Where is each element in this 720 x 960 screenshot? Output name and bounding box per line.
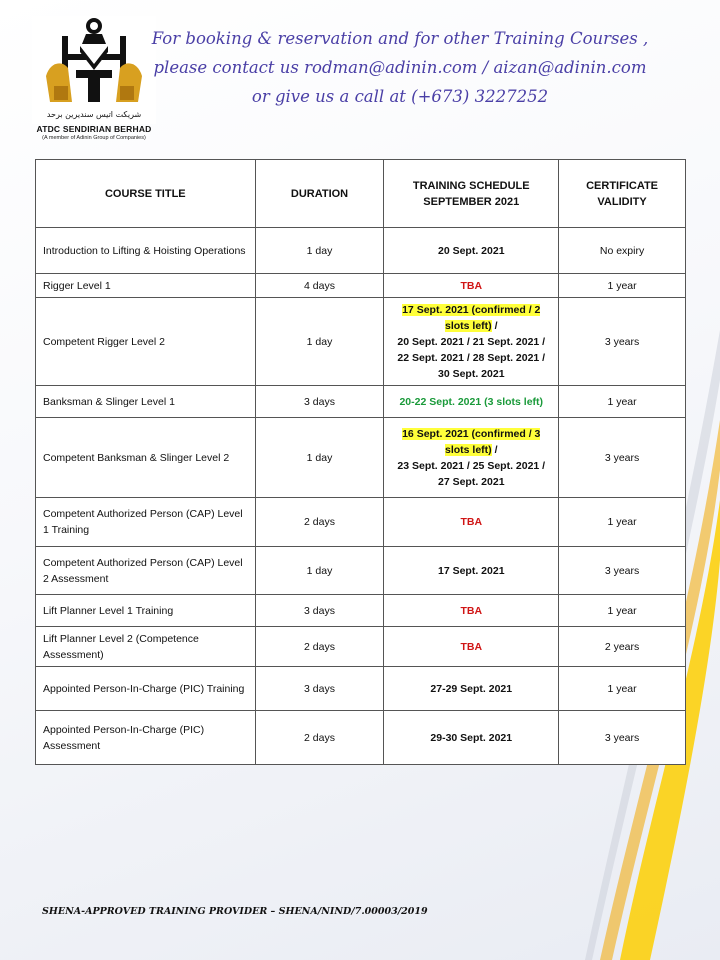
contact-line-1: For booking & reservation and for other Training Courses , (151, 29, 649, 48)
table-row (36, 711, 686, 765)
header-duration: DURATION (255, 160, 384, 228)
contact-info (150, 24, 650, 111)
contact-line-3: or give us a call at (+673) 3227252 (251, 87, 549, 106)
course-title-cell: Lift Planner Level 2 (Competence Assessment) (36, 627, 256, 667)
logo-tagline: (A member of Adinin Group of Companies) (42, 135, 146, 141)
confirmed-date-highlight: 16 Sept. 2021 (confirmed / 3 slots left) (402, 427, 541, 456)
table-row (36, 627, 686, 667)
table-row (36, 386, 686, 418)
table-row (36, 418, 686, 498)
course-title-cell: Competent Authorized Person (CAP) Level 1 Training (36, 498, 256, 547)
duration-cell: 4 days (255, 274, 384, 298)
table-row (36, 274, 686, 298)
validity-cell: 1 year (559, 386, 686, 418)
header-course-title: COURSE TITLE (36, 160, 256, 228)
schedule-cell: 20-22 Sept. 2021 (3 slots left) (384, 386, 559, 418)
duration-cell: 1 day (255, 298, 384, 386)
validity-cell: 3 years (559, 418, 686, 498)
schedule-cell: TBA (384, 498, 559, 547)
schedule-cell: 29-30 Sept. 2021 (384, 711, 559, 765)
course-title-cell: Competent Banksman & Slinger Level 2 (36, 418, 256, 498)
duration-cell: 3 days (255, 595, 384, 627)
validity-cell: 3 years (559, 298, 686, 386)
duration-cell: 3 days (255, 386, 384, 418)
table-row (36, 667, 686, 711)
course-title-cell: Appointed Person-In-Charge (PIC) Training (36, 667, 256, 711)
logo-company-name: ATDC SENDIRIAN BERHAD (36, 124, 152, 134)
table-row (36, 498, 686, 547)
contact-line-2: please contact us rodman@adinin.com / aizan@adinin.com (153, 58, 647, 77)
validity-cell: 3 years (559, 547, 686, 595)
validity-cell: 1 year (559, 274, 686, 298)
additional-dates: 20 Sept. 2021 / 21 Sept. 2021 / 22 Sept. 2021 / 28 Sept. 2021 / 30 Sept. 2021 (397, 335, 546, 380)
schedule-cell: 17 Sept. 2021 (384, 547, 559, 595)
company-logo (32, 16, 156, 146)
table-row (36, 298, 686, 386)
course-title-cell: Competent Rigger Level 2 (36, 298, 256, 386)
duration-cell: 1 day (255, 228, 384, 274)
schedule-cell: 16 Sept. 2021 (confirmed / 3 slots left) / 23 Sept. 2021 / 25 Sept. 2021 / 27 Sept. 2021 (384, 418, 559, 498)
duration-cell: 2 days (255, 711, 384, 765)
schedule-cell: TBA (384, 274, 559, 298)
validity-cell: 2 years (559, 627, 686, 667)
course-title-cell: Lift Planner Level 1 Training (36, 595, 256, 627)
schedule-cell: 27-29 Sept. 2021 (384, 667, 559, 711)
validity-cell: 3 years (559, 711, 686, 765)
validity-cell: 1 year (559, 498, 686, 547)
validity-cell: No expiry (559, 228, 686, 274)
validity-cell: 1 year (559, 667, 686, 711)
table-header-row (36, 160, 686, 228)
table-row (36, 547, 686, 595)
training-schedule-table (35, 159, 686, 765)
additional-dates: 23 Sept. 2021 / 25 Sept. 2021 / 27 Sept. 2021 (397, 459, 546, 488)
course-title-cell: Appointed Person-In-Charge (PIC) Assessment (36, 711, 256, 765)
table-row (36, 228, 686, 274)
course-title-cell: Introduction to Lifting & Hoisting Operations (36, 228, 256, 274)
schedule-cell: TBA (384, 627, 559, 667)
header-certificate-validity: CERTIFICATE VALIDITY (559, 160, 686, 228)
footer-accreditation: SHENA-APPROVED TRAINING PROVIDER – SHENA/NIND/7.00003/2019 (42, 906, 428, 917)
confirmed-date-highlight: 17 Sept. 2021 (confirmed / 2 slots left) (402, 303, 541, 332)
duration-cell: 1 day (255, 418, 384, 498)
schedule-cell: 17 Sept. 2021 (confirmed / 2 slots left) / 20 Sept. 2021 / 21 Sept. 2021 / 22 Sept. 2021 / 28 Sept. 2021 / 30 Sept. 2021 (384, 298, 559, 386)
logo-emblem-icon (32, 16, 156, 124)
table-row (36, 595, 686, 627)
duration-cell: 2 days (255, 627, 384, 667)
course-title-cell: Banksman & Slinger Level 1 (36, 386, 256, 418)
header-training-schedule: TRAINING SCHEDULE SEPTEMBER 2021 (384, 160, 559, 228)
validity-cell: 1 year (559, 595, 686, 627)
duration-cell: 1 day (255, 547, 384, 595)
course-title-cell: Rigger Level 1 (36, 274, 256, 298)
duration-cell: 3 days (255, 667, 384, 711)
duration-cell: 2 days (255, 498, 384, 547)
logo-jawi-text: شريكت اتيس سنديرين برحد (46, 110, 142, 119)
schedule-cell: 20 Sept. 2021 (384, 228, 559, 274)
schedule-cell: TBA (384, 595, 559, 627)
course-title-cell: Competent Authorized Person (CAP) Level 2 Assessment (36, 547, 256, 595)
